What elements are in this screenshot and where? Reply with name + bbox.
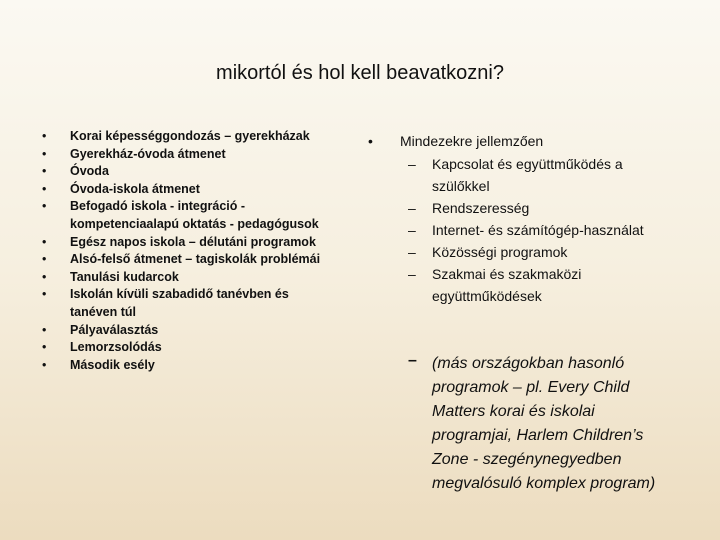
list-item [40, 286, 340, 321]
bullet-icon: • [42, 181, 47, 196]
dash-icon: – [408, 222, 416, 238]
right-heading-item [364, 131, 704, 151]
bullet-icon: • [42, 322, 47, 337]
examples-note [364, 352, 694, 496]
list-item-text: Korai képességgondozás – gyerekházak [70, 129, 310, 143]
list-item [40, 146, 340, 164]
bullet-icon: • [42, 269, 47, 284]
sub-item-text: Szakmai és szakmaközi [432, 266, 582, 282]
bullet-icon: • [42, 340, 47, 355]
sub-item-text: Rendszeresség [432, 200, 530, 216]
list-item [40, 163, 340, 181]
bullet-icon: • [42, 357, 47, 372]
list-item-text: Lemorzsolódás [70, 340, 162, 355]
list-item-text: Iskolán kívüli szabadidő tanévben és [70, 287, 289, 302]
sub-item-text: együttműködések [432, 288, 542, 304]
bullet-icon: • [42, 199, 47, 214]
note-line: Matters korai és iskolai [432, 403, 595, 420]
list-item [40, 234, 340, 252]
note-line: megvalósuló komplex program) [432, 475, 656, 492]
note-line: programjai, Harlem Children’s [432, 427, 644, 444]
left-bullet-list [40, 128, 340, 374]
list-item-text: Óvoda-iskola átmenet [70, 181, 200, 196]
list-item [40, 251, 340, 269]
list-item [40, 269, 340, 287]
sub-item-text: Internet- és számítógép-használat [432, 222, 644, 238]
list-item-text: kompetenciaalapú oktatás - pedagógusok [70, 216, 319, 231]
right-heading: Mindezekre jellemzően [400, 133, 544, 149]
note-line: programok – pl. Every Child [432, 379, 630, 396]
bullet-icon: • [368, 133, 373, 149]
list-item-text: Tanulási kudarcok [70, 269, 179, 284]
bullet-icon: • [42, 287, 47, 302]
dash-icon: – [408, 156, 416, 172]
list-item [40, 339, 340, 357]
bullet-icon: • [42, 252, 47, 267]
bullet-icon: • [42, 129, 47, 143]
list-item-text: Befogadó iskola - integráció - [70, 199, 246, 214]
note-line: (más országokban hasonló [432, 355, 625, 372]
list-item-text: Gyerekház-óvoda átmenet [70, 146, 226, 161]
dash-icon: – [408, 266, 416, 282]
list-item [40, 322, 340, 340]
list-item-text: Egész napos iskola – délutáni programok [70, 234, 316, 249]
list-item-text: Pályaválasztás [70, 322, 159, 337]
dash-icon: – [408, 244, 416, 260]
list-item-text: Alsó-felső átmenet – tagiskolák problémái [70, 252, 321, 267]
sub-list-item [364, 241, 704, 263]
sub-list-item [364, 219, 704, 241]
right-bullet-list [364, 131, 704, 307]
list-item [40, 357, 340, 375]
bullet-icon: • [42, 146, 47, 161]
bullet-icon: • [42, 234, 47, 249]
dash-icon: – [408, 352, 417, 369]
list-item [40, 198, 340, 233]
list-item [40, 181, 340, 199]
sub-item-text: szülőkkel [432, 178, 490, 194]
sub-list-item [364, 153, 704, 197]
slide-title: mikortól és hol kell beavatkozni? [216, 62, 504, 84]
sub-item-text: Kapcsolat és együttműködés a [432, 156, 623, 172]
sub-item-text: Közösségi programok [432, 244, 568, 260]
note-line: Zone - szegénynegyedben [432, 451, 622, 468]
dash-icon: – [408, 200, 416, 216]
bullet-icon: • [42, 164, 47, 179]
list-item-text: tanéven túl [70, 304, 136, 319]
sub-list-item [364, 263, 704, 307]
list-item [40, 128, 340, 146]
list-item-text: Óvoda [70, 164, 109, 179]
sub-list-item [364, 197, 704, 219]
list-item-text: Második esély [70, 357, 155, 372]
